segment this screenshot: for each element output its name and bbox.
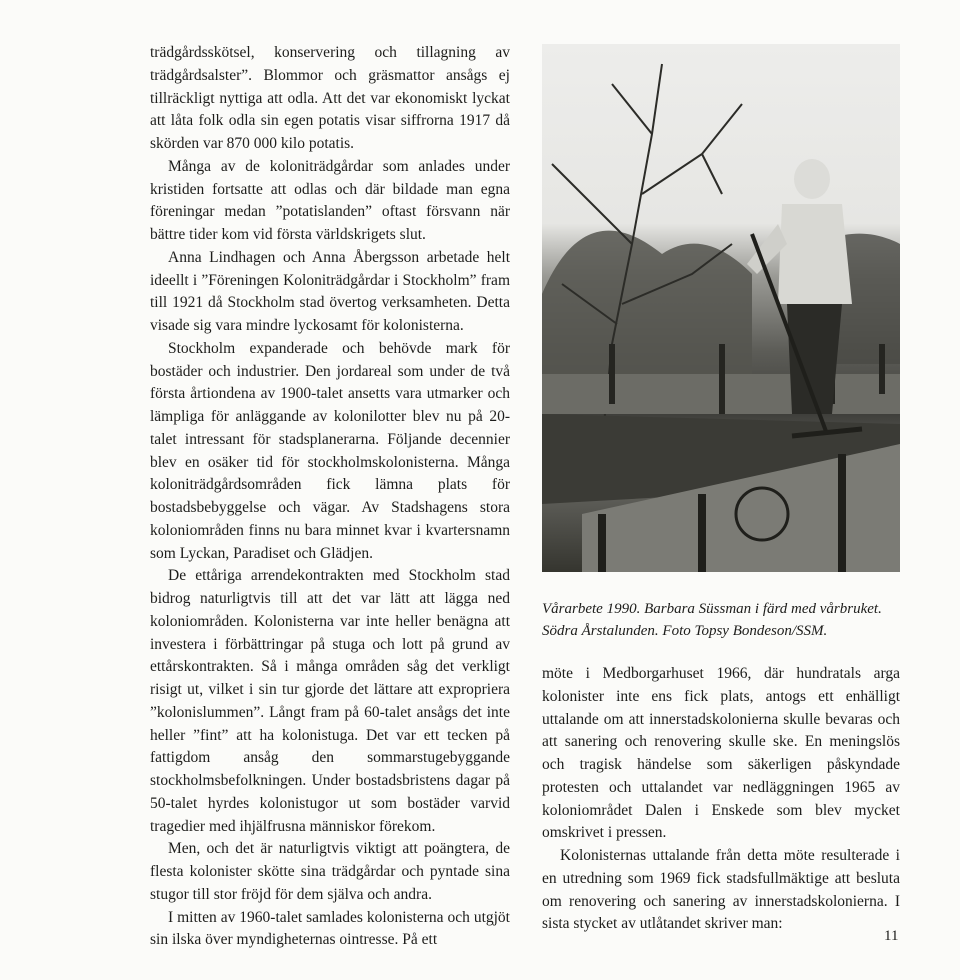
paragraph-4: Stockholm expanderade och behövde mark för bostäder och industrier. Den jordareal som under de två första årtiondena av 1900-talet ansetts vara utmarker och lämpliga för anläggande av kolonilotter blev nu på 20-talet intressant för stadsplanerarna. Följande decennier blev en osäker tid för stockholmskolonisterna. Många koloniträdgårdsområden fick lämna plats för bostadsbebyggelse och vägar. Av Stadshagens stora koloniområden finns nu bara minnet kvar i kvartersnamn som Lyckan, Paradiset och Glädjen. bbox=[150, 339, 510, 562]
left-text-column bbox=[150, 42, 510, 952]
caption-line-2: Södra Årstalunden. Foto Topsy Bondeson/SSM. bbox=[542, 623, 828, 639]
paragraph-8: möte i Medborgarhuset 1966, där hundratals arga kolonister inte ens fick plats, antogs ett enhälligt uttalande om att innerstadskolonierna skulle bevaras och att sanering och renovering skulle ske. En meningslös och tragisk händelse som säkerligen påskyndade protesten och uttalandet var nedläggningen 1965 av koloniområdet Dalen i Enskede som blev mycket omskrivet i pressen. bbox=[542, 665, 900, 842]
paragraph-6: Men, och det är naturligtvis viktigt att poängtera, de flesta kolonister skötte sina trädgårdar och pyntade sina stugor till stor fröjd för dem själva och andra. bbox=[150, 840, 510, 903]
right-text-column bbox=[542, 663, 900, 936]
photo-illustration bbox=[542, 44, 900, 572]
caption-line-1: Vårarbete 1990. Barbara Süssman i färd med vårbruket. bbox=[542, 601, 882, 617]
paragraph-2: Många av de koloniträdgårdar som anlades under kristiden fortsatte att odlas och där bildade man egna föreningar medan ”potatislanden” oftast försvann när bättre tider kom vid första världskrigets slut. bbox=[150, 157, 510, 243]
paragraph-5: De ettåriga arrendekontrakten med Stockholm stad bidrog naturligtvis till att det var lätt att lägga ned koloniområden. Kolonisterna var inte heller benägna att investera i förbättringar på stuga och lott på grund av ettårskontrakten. Så i många områden såg det verkligt risigt ut, vilket i sin tur gjorde det lättare att expropriera ”kolonislummen”. Långt fram på 60-talet ansågs det inte heller ”fint” att ha kolonistuga. Det var ett tecken på fattigdom ansåg den sommarstugebyggande stockholmsbefolkningen. Under bostadsbristens dagar på 50-talet hyrdes kolonistugor ut som bostäder varvid tragedier med ihjälfrusna människor förekom. bbox=[150, 567, 510, 835]
paragraph-7: I mitten av 1960-talet samlades kolonisterna och utgjöt sin ilska över myndigheternas ointresse. På ett bbox=[150, 908, 510, 949]
paragraph-3: Anna Lindhagen och Anna Åbergsson arbetade helt ideellt i ”Föreningen Koloniträdgårdar i Stockholm” fram till 1921 då Stockholm stad övertog verksamheten. Detta visade sig vara mindre lyckosamt för kolonisterna. bbox=[150, 248, 510, 334]
garden-photo bbox=[542, 44, 900, 572]
paragraph-1: trädgårdsskötsel, konservering och tillagning av trädgårdsalster”. Blommor och gräsmattor ansågs ej tillräckligt nyttiga att odla. Att det var ekonomiskt lyckat att låta folk odla sin egen potatis visar siffrorna 1917 då skörden var 870 000 kilo potatis. bbox=[150, 44, 510, 152]
page-number: 11 bbox=[884, 928, 899, 944]
photo-caption bbox=[542, 598, 902, 642]
paragraph-9: Kolonisternas uttalande från detta möte resulterade i en utredning som 1969 fick stadsfullmäktige att besluta om renovering och sanering av innerstadskolonierna. I sista stycket av utlåtandet skriver man: bbox=[542, 847, 900, 933]
